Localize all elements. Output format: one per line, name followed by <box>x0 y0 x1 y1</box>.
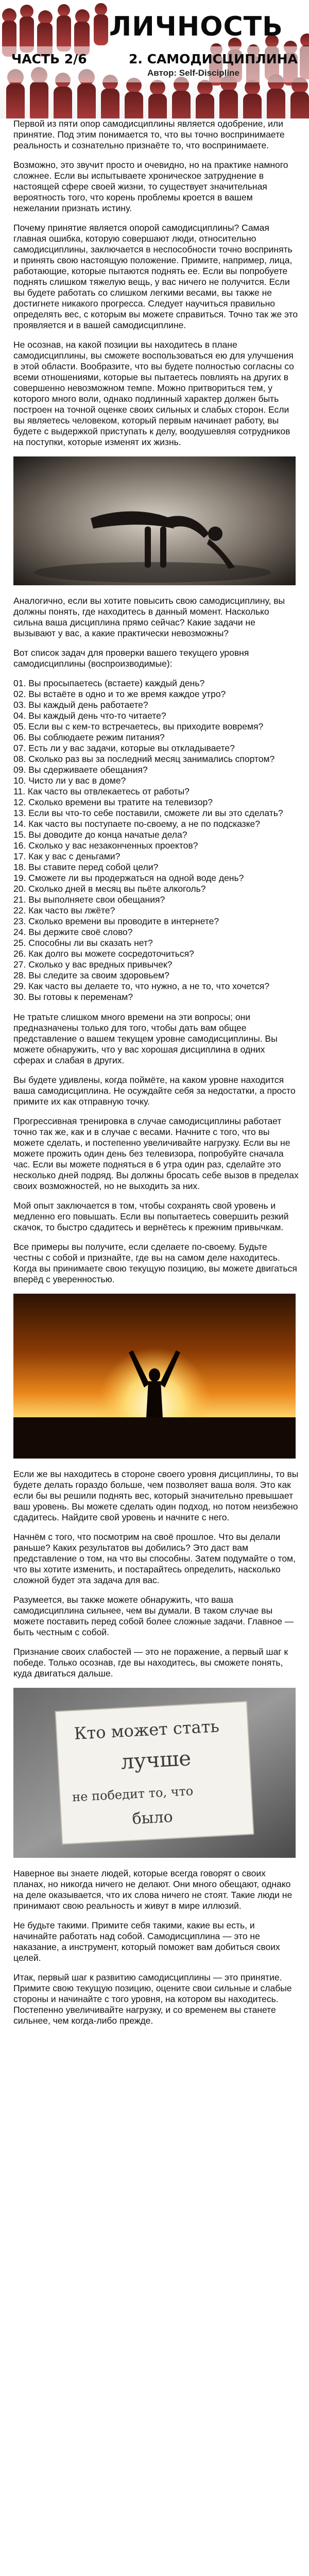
handwritten-sign-icon <box>13 1688 296 1858</box>
list-item: 09. Вы сдерживаете обещания? <box>13 765 148 775</box>
list-item: 21. Вы выполняете свои обещания? <box>13 894 165 905</box>
list-item: 18. Вы ставите перед собой цели? <box>13 862 159 872</box>
paragraph: Итак, первый шаг к развитию самодисциплины — это принятие. Примите свою текущую позицию, оцените свои сильные и слабые стороны и начинайте с того уровня, на котором вы находитесь. Постепенно увеличивайте нагрузку, и со временем вы станете сильнее, чем когда-либо прежде. <box>13 1972 292 2026</box>
list-item: 14. Как часто вы поступаете по-своему, а не по подсказке? <box>13 819 261 829</box>
paragraph: Не будьте такими. Примите себя такими, какие вы есть, и начинайте работать над собой. Самодисциплина — это не наказание, а инструмент, который поможет вам добиться своих целей. <box>13 1920 280 1963</box>
sunset-silhouette-icon <box>13 1294 296 1459</box>
list-item: 02. Вы встаёте в одно и то же время каждое утро? <box>13 689 226 699</box>
list-item: 25. Способны ли вы сказать нет? <box>13 938 153 948</box>
list-item: 05. Если вы с кем-то встречаетесь, вы приходите вовремя? <box>13 721 264 732</box>
question-list <box>13 678 299 1003</box>
list-item: 16. Сколько у вас незаконченных проектов? <box>13 840 198 851</box>
list-item: 26. Как долго вы можете сосредоточиться? <box>13 948 194 959</box>
sign-line4: было <box>131 1808 174 1828</box>
paragraph: Почему принятие является опорой самодисциплины? Самая главная ошибка, которую совершают люди, относительно самодисциплины, заключается в неспособности точно воспринять и принять свою настоящую положение. Примите, например, лица, работающие, которые пытаются поднять ее. Если вы попробуете поднять слишком тяжелую вещь, у вас ничего не получится. Если вы будете работать со слишком легкими весами, вы также не достигнете никакого прогресса. Следует научиться правильно определять вес, с которым вы можете справиться. Точно так же это проявляется и в вашей самодисциплине. <box>13 223 298 330</box>
paragraph: Первой из пяти опор самодисциплины является одобрение, или принятие. Под этим понимается то, что вы точно воспринимаете реальность и сознательно признаёте то, что воспринимаете. <box>13 118 285 150</box>
sign-photo <box>13 1688 296 1858</box>
list-item: 01. Вы просыпаетесь (встаете) каждый день? <box>13 678 205 688</box>
list-item: 19. Сможете ли вы продержаться на одной воде день? <box>13 873 244 883</box>
paragraph: Вы будете удивлены, когда поймёте, на каком уровне находится ваша самодисциплина. Не осуждайте себя за недостатки, а просто примите их как отправную точку. <box>13 1075 296 1107</box>
list-item: 20. Сколько дней в месяц вы пьёте алкоголь? <box>13 884 206 894</box>
paragraph: Возможно, это звучит просто и очевидно, но на практике намного сложнее. Если вы испытываете хроническое затруднение в настоящей сфере своей жизни, то существует значительная вероятность того, что корень проблемы кроется в вашем нежелании признать истину. <box>13 160 288 213</box>
paragraph: Прогрессивная тренировка в случае самодисциплины работает точно так же, как и в случае с весами. Начните с того, что вы можете сделать, и постепенно увеличивайте нагрузку. Если вы не можете прожить один день без телевизора, попробуйте сначала час. Если вы можете подняться в 6 утра один раз, сделайте это несколько дней подряд. Вы должны бросать себе вызов в пределах своих возможностей, но не выходить за них. <box>13 1116 299 1191</box>
list-item: 04. Вы каждый день что-то читаете? <box>13 710 166 721</box>
list-item: 24. Вы держите своё слово? <box>13 927 133 937</box>
list-item: 08. Сколько раз вы за последний месяц занимались спортом? <box>13 754 275 764</box>
list-item: 22. Как часто вы лжёте? <box>13 905 115 916</box>
list-item: 11. Как часто вы отвлекаетесь от работы? <box>13 786 190 796</box>
yoga-photo <box>13 456 296 585</box>
yoga-pose-icon <box>13 456 296 585</box>
list-item: 29. Как часто вы делаете то, что нужно, а не то, что хочется? <box>13 981 270 991</box>
paragraph: Не тратьте слишком много времени на эти вопросы; они предназначены только для того, чтобы дать вам общее представление о вашем текущем уровне самодисциплины. Вы можете обнаружить, что у вас хорошая дисциплина в одних сферах и слабая в других. <box>13 1012 278 1065</box>
list-item: 13. Если вы что-то себе поставили, сможете ли вы это сделать? <box>13 808 283 818</box>
paragraph: Начнём с того, что посмотрим на своё прошлое. Что вы делали раньше? Каких результатов вы добились? Это даст вам представление о том, на что вы способны. Затем подумайте о том, что вы хотите изменить, и постарайтесь определить, насколько сложной будет эта задача для вас. <box>13 1532 296 1585</box>
list-item: 03. Вы каждый день работаете? <box>13 700 148 710</box>
part-label: ЧАСТЬ 2/6 <box>11 52 87 66</box>
list-item: 12. Сколько времени вы тратите на телевизор? <box>13 797 213 807</box>
sunset-photo <box>13 1294 296 1459</box>
list-item: 10. Чисто ли у вас в доме? <box>13 775 126 786</box>
paragraph: Мой опыт заключается в том, чтобы сохранять свой уровень и медленно его повышать. Если вы попытаетесь совершить резкий скачок, то быстро сдадитесь и вернётесь к прежним привычкам. <box>13 1200 289 1232</box>
sign-line3: не победит то, что <box>72 1784 194 1805</box>
chapter-title: 2. САМОДИСЦИПЛИНА <box>129 52 298 66</box>
list-item: 30. Вы готовы к переменам? <box>13 992 133 1002</box>
list-item: 28. Вы следите за своим здоровьем? <box>13 970 169 980</box>
paragraph: Наверное вы знаете людей, которые всегда говорят о своих планах, но никогда ничего не делают. Они много обещают, однако на деле оказывается, что их слова ничего не стоят. Такие люди не принимают свою реальность и живут в мире иллюзий. <box>13 1868 293 1911</box>
list-item: 07. Есть ли у вас задачи, которые вы откладываете? <box>13 743 235 753</box>
header-banner <box>0 0 309 118</box>
paragraph: Не осознав, на какой позиции вы находитесь в плане самодисциплины, вы сможете воспользоваться ею для улучшения в этой области. Вообразите, что вы будете полностью согласны со всеми отношениями, которые вы пытаетесь повлиять на других в совершенно невозможном темпе. Можно притвориться тем, у которого много воли, однако подлинный характер должен быть построен на точной оценке своих сильных и слабых сторон. Если вы являетесь человеком, который первым начинает работу, вы будете с выдержкой приступать к делу, воодушевляя сотрудников на поступки, которые изменят их жизнь. <box>13 340 294 447</box>
paragraph: Если же вы находитесь в стороне своего уровня дисциплины, то вы будете делать гораздо больше, чем позволяет ваша воля. Это как если бы вы решили поднять вес, который значительно превышает ваш уровень. Вы можете сделать один подход, но потом неизбежно сдадитесь. Найдите свой уровень и начните с него. <box>13 1469 299 1522</box>
list-item: 23. Сколько времени вы проводите в интернете? <box>13 916 219 926</box>
list-item: 17. Как у вас с деньгами? <box>13 851 121 861</box>
page-title: ЛИЧНОСТЬ <box>109 11 283 42</box>
article-body <box>0 118 309 2026</box>
paragraph: Разумеется, вы также можете обнаружить, что ваша самодисциплина сильнее, чем вы думали. В таком случае вы можете поставить перед собой более сложные задачи. Главное — быть честным с собой. <box>13 1595 294 1637</box>
author-label: Автор: Self-Discipline <box>147 68 239 78</box>
paragraph: Признание своих слабостей — это не поражение, а первый шаг к победе. Только осознав, где вы находитесь, вы сможете понять, куда двигаться дальше. <box>13 1647 288 1679</box>
list-item: 27. Сколько у вас вредных привычек? <box>13 959 173 970</box>
sign-line2: лучше <box>120 1747 192 1774</box>
header-text <box>0 0 309 118</box>
list-item: 06. Вы соблюдаете режим питания? <box>13 732 165 742</box>
sign-line1: Кто может стать <box>73 1716 220 1744</box>
paragraph: Аналогично, если вы хотите повысить свою самодисциплину, вы должны понять, где находитесь в данный момент. Насколько сильна ваша дисциплина прямо сейчас? Какие задачи не вызывают у вас, а какие практически невозможны? <box>13 596 285 638</box>
list-item: 15. Вы доводите до конца начатые дела? <box>13 829 187 840</box>
paragraph: Вот список задач для проверки вашего текущего уровня самодисциплины (воспроизводимые): <box>13 648 249 669</box>
paragraph: Все примеры вы получите, если сделаете по-своему. Будьте честны с собой и признайте, где вы на самом деле находитесь. Когда вы принимаете свою текущую позицию, вы можете двигаться вперёд с уверенностью. <box>13 1242 297 1284</box>
